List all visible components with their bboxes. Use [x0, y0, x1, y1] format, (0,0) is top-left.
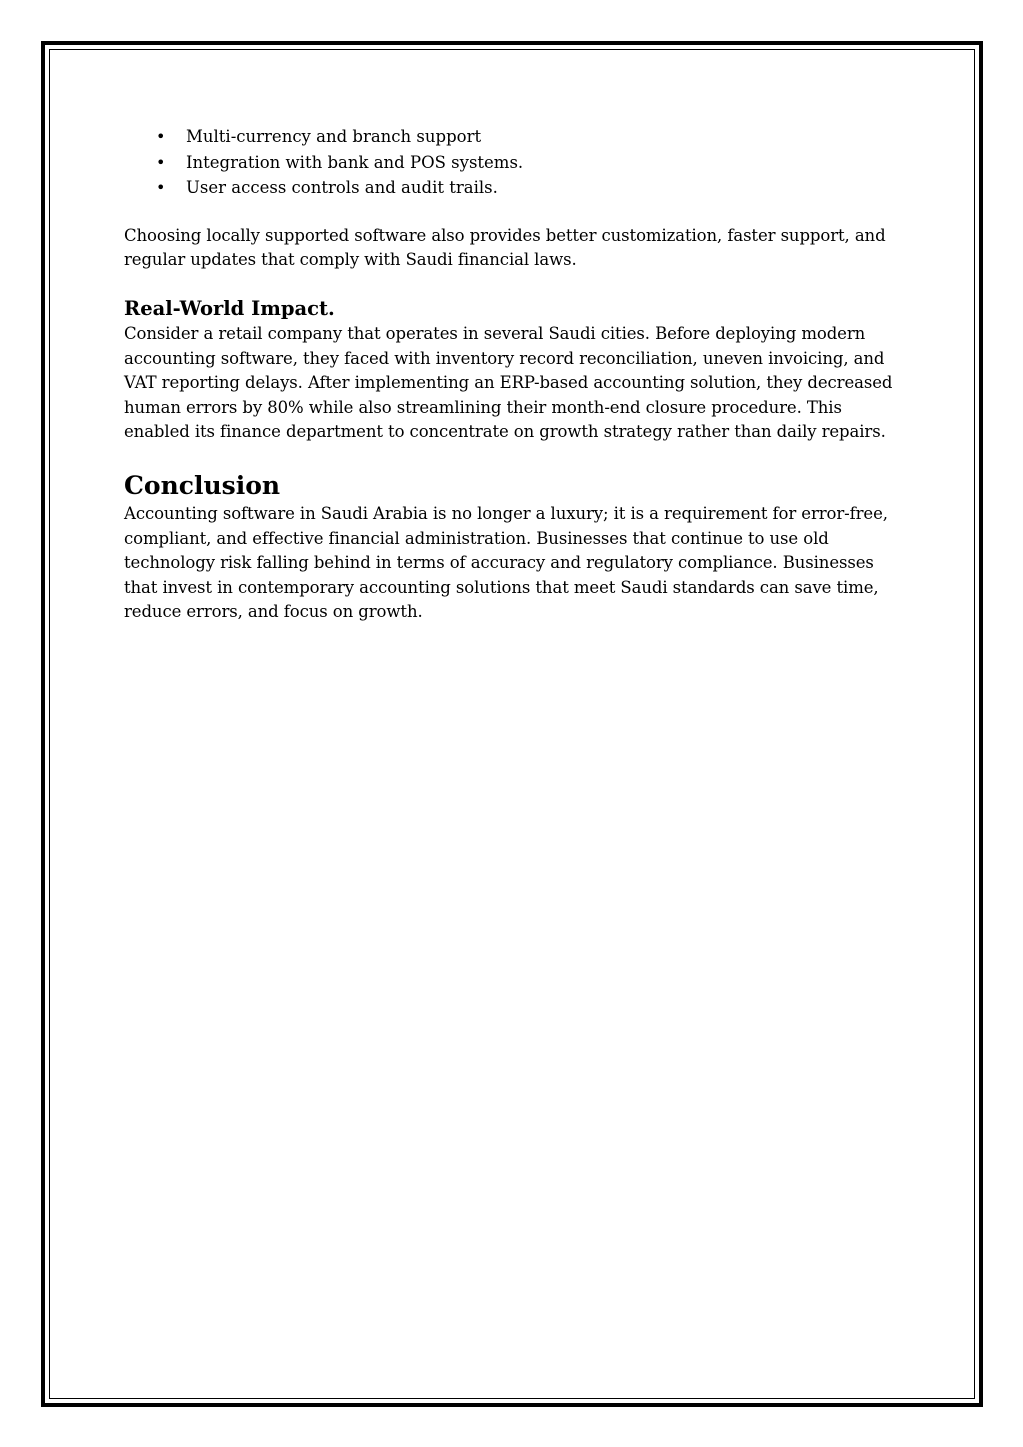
feature-bullet-list — [124, 124, 904, 201]
document-body — [124, 124, 904, 624]
bullet-text: User access controls and audit trails. — [186, 178, 498, 197]
conclusion-paragraph: Accounting software in Saudi Arabia is no longer a luxury; it is a requirement for error-free, compliant, and effective financial administration. Businesses that continue to use old technology risk falling behind in terms of accuracy and regulatory compliance. Businesses that invest in contemporary accounting solutions that meet Saudi standards can save time, reduce errors, and focus on growth. — [124, 504, 888, 621]
bullet-icon: • — [156, 152, 166, 172]
conclusion-heading: Conclusion — [124, 471, 281, 501]
bullet-item — [124, 150, 904, 176]
bullet-icon: • — [156, 127, 166, 146]
bullet-item — [124, 124, 904, 150]
real-world-heading: Real-World Impact. — [124, 297, 335, 321]
bullet-text: Integration with bank and POS systems. — [186, 152, 524, 172]
intro-paragraph: Choosing locally supported software also provides better customization, faster support, and regular updates that comply with Saudi financial laws. — [124, 225, 886, 269]
real-world-paragraph: Consider a retail company that operates in several Saudi cities. Before deploying modern accounting software, they faced with inventory record reconciliation, uneven invoicing, and VAT reporting delays. After implementing an ERP-based accounting solution, they decreased human errors by 80% while also streamlining their month-end closure procedure. This enabled its finance department to concentrate on growth strategy rather than daily repairs. — [124, 324, 893, 441]
bullet-item — [124, 175, 904, 201]
bullet-text: Multi-currency and branch support — [186, 127, 482, 146]
bullet-icon: • — [156, 178, 166, 197]
